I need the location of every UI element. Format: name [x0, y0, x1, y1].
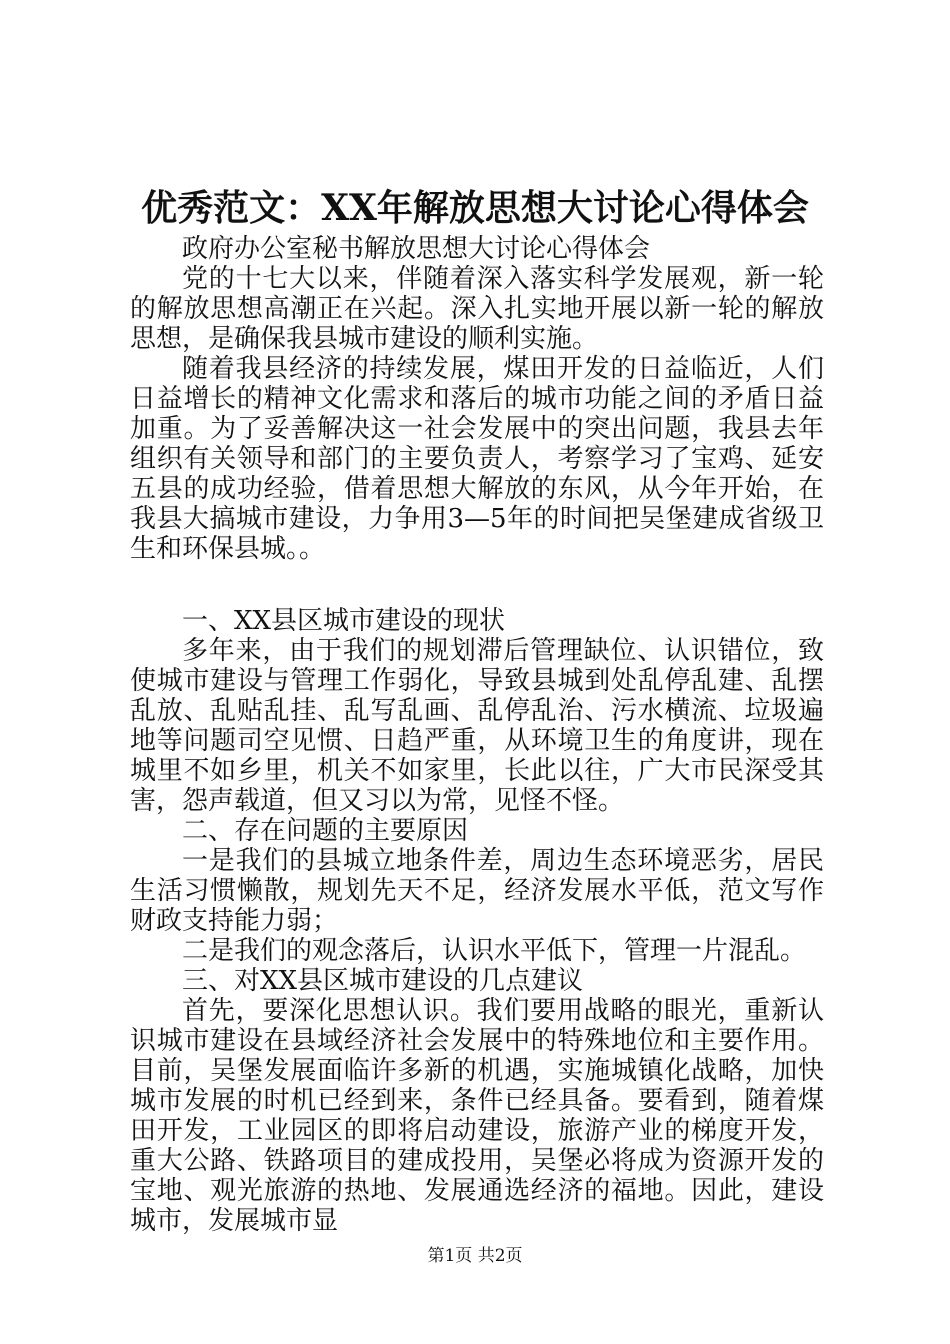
paragraph: 党的十七大以来，伴随着深入落实科学发展观，新一轮的解放思想高潮正在兴起。深入扎实地开展以新一轮的解放思想，是确保我县城市建设的顺利实施。	[130, 264, 824, 354]
paragraph-gap	[130, 564, 824, 606]
section-heading: 三、对XX县区城市建设的几点建议	[182, 966, 584, 996]
page-number-footer: 第1页 共2页	[427, 1246, 523, 1266]
section-heading: 二、存在问题的主要原因	[182, 816, 469, 846]
document-body	[130, 234, 824, 1236]
paragraph: 二是我们的观念落后，认识水平低下，管理一片混乱。	[182, 936, 807, 966]
paragraph: 首先，要深化思想认识。我们要用战略的眼光，重新认识城市建设在县域经济社会发展中的特殊地位和主要作用。目前，吴堡发展面临许多新的机遇，实施城镇化战略，加快城市发展的时机已经到来，条件已经具备。要看到，随着煤田开发，工业园区的即将启动建设，旅游产业的梯度开发，重大公路、铁路项目的建成投用，吴堡必将成为资源开发的宝地、观光旅游的热地、发展通选经济的福地。因此，建设城市，发展城市显	[130, 996, 824, 1236]
document-title: 优秀范文：XX年解放思想大讨论心得体会	[141, 187, 809, 229]
section-heading: 一、XX县区城市建设的现状	[182, 606, 506, 636]
paragraph: 多年来，由于我们的规划滞后管理缺位、认识错位，致使城市建设与管理工作弱化，导致县城到处乱停乱建、乱摆乱放、乱贴乱挂、乱写乱画、乱停乱治、污水横流、垃圾遍地等问题司空见惯、日趋严重，从环境卫生的角度讲，现在城里不如乡里，机关不如家里，长此以往，广大市民深受其害，怨声载道，但又习以为常，见怪不怪。	[130, 636, 824, 816]
paragraph: 政府办公室秘书解放思想大讨论心得体会	[182, 234, 651, 264]
paragraph: 一是我们的县城立地条件差，周边生态环境恶劣，居民生活习惯懒散，规划先天不足，经济发展水平低，范文写作财政支持能力弱；	[130, 846, 824, 936]
paragraph: 随着我县经济的持续发展，煤田开发的日益临近，人们日益增长的精神文化需求和落后的城市功能之间的矛盾日益加重。为了妥善解决这一社会发展中的突出问题，我县去年组织有关领导和部门的主要负责人，考察学习了宝鸡、延安五县的成功经验，借着思想大解放的东风，从今年开始，在我县大搞城市建设，力争用3—5年的时间把吴堡建成省级卫生和环保县城。。	[130, 354, 824, 564]
